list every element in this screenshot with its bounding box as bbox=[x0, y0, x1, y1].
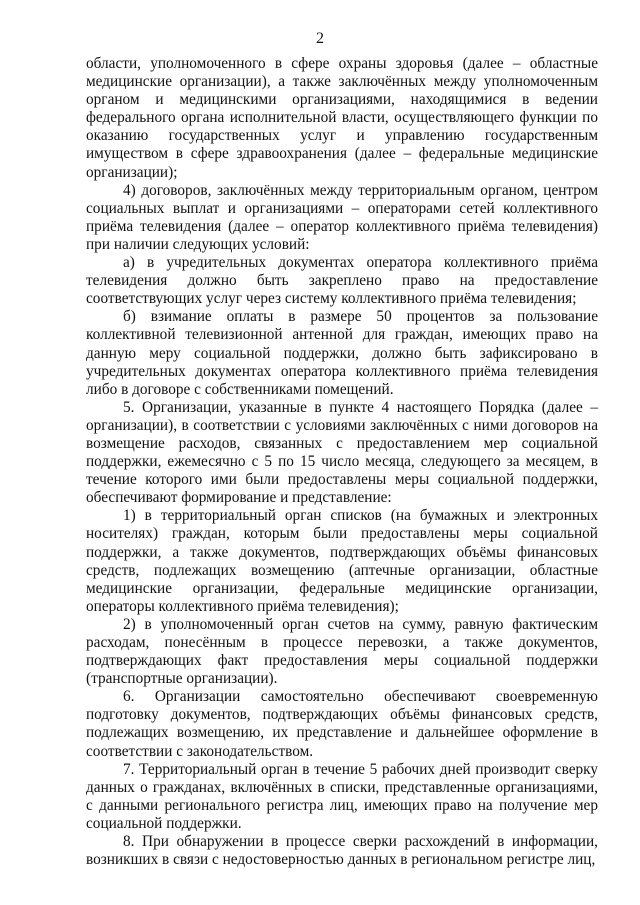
paragraph: б) взимание оплаты в размере 50 процентов за пользование коллективной телевизионной антенной для граждан, имеющих право на данную меру социальной поддержки, должно быть зафиксировано в учредительных документах оператора коллективного приёма телевидения либо в договоре с собственниками помещений. bbox=[86, 308, 598, 398]
paragraph: а) в учредительных документах оператора коллективного приёма телевидения должно быть закреплено право на предоставление соответствующих услуг через систему коллективного приёма телевидения; bbox=[86, 254, 598, 308]
paragraph: 8. При обнаружении в процессе сверки расхождений в информации, возникших в связи с недостоверностью данных в региональном регистре лиц, bbox=[86, 833, 598, 869]
paragraph: 5. Организации, указанные в пункте 4 настоящего Порядка (далее – организации), в соответствии с условиями заключённых с ними договоров на возмещение расходов, связанных с предоставлением мер социальной поддержки, ежемесячно с 5 по 15 число месяца, следующего за месяцем, в течение которого ими были предоставлены меры социальной поддержки, обеспечивают формирование и представление: bbox=[86, 398, 598, 507]
paragraph: области, уполномоченного в сфере охраны здоровья (далее – областные медицинские организации), а также заключённых между уполномоченным органом и медицинскими организациями, находящимися в ведении федерального органа исполнительной власти, осуществляющего функции по оказанию государственных услуг и управлению государственным имуществом в сфере здравоохранения (далее – федеральные медицинские организации); bbox=[86, 55, 598, 181]
paragraph: 7. Территориальный орган в течение 5 рабочих дней производит сверку данных о гражданах, включённых в списки, представленные организациями, с данными регионального регистра лиц, имеющих право на получение мер социальной поддержки. bbox=[86, 760, 598, 832]
paragraph: 1) в территориальный орган списков (на бумажных и электронных носителях) граждан, которым были предоставлены меры социальной поддержки, а также документов, подтверждающих объёмы финансовых средств, подлежащих возмещению (аптечные организации, областные медицинские организации, федеральные медицинские организации, операторы коллективного приёма телевидения); bbox=[86, 507, 598, 615]
paragraph: 2) в уполномоченный орган счетов на сумму, равную фактическим расходам, понесённым в процессе перевозки, а также документов, подтверждающих факт предоставления меры социальной поддержки (транспортные организации). bbox=[86, 615, 598, 688]
paragraph: 4) договоров, заключённых между территориальным органом, центром социальных выплат и организациями – операторами сетей коллективного приёма телевидения (далее – оператор коллективного приёма телевидения) при наличии следующих условий: bbox=[86, 181, 598, 253]
document-body bbox=[86, 55, 598, 869]
page-number: 2 bbox=[316, 30, 324, 47]
paragraph: 6. Организации самостоятельно обеспечивают своевременную подготовку документов, подтверждающих объёмы финансовых средств, подлежащих возмещению, их представление и дальнейшее оформление в соответствии с законодательством. bbox=[86, 688, 598, 760]
